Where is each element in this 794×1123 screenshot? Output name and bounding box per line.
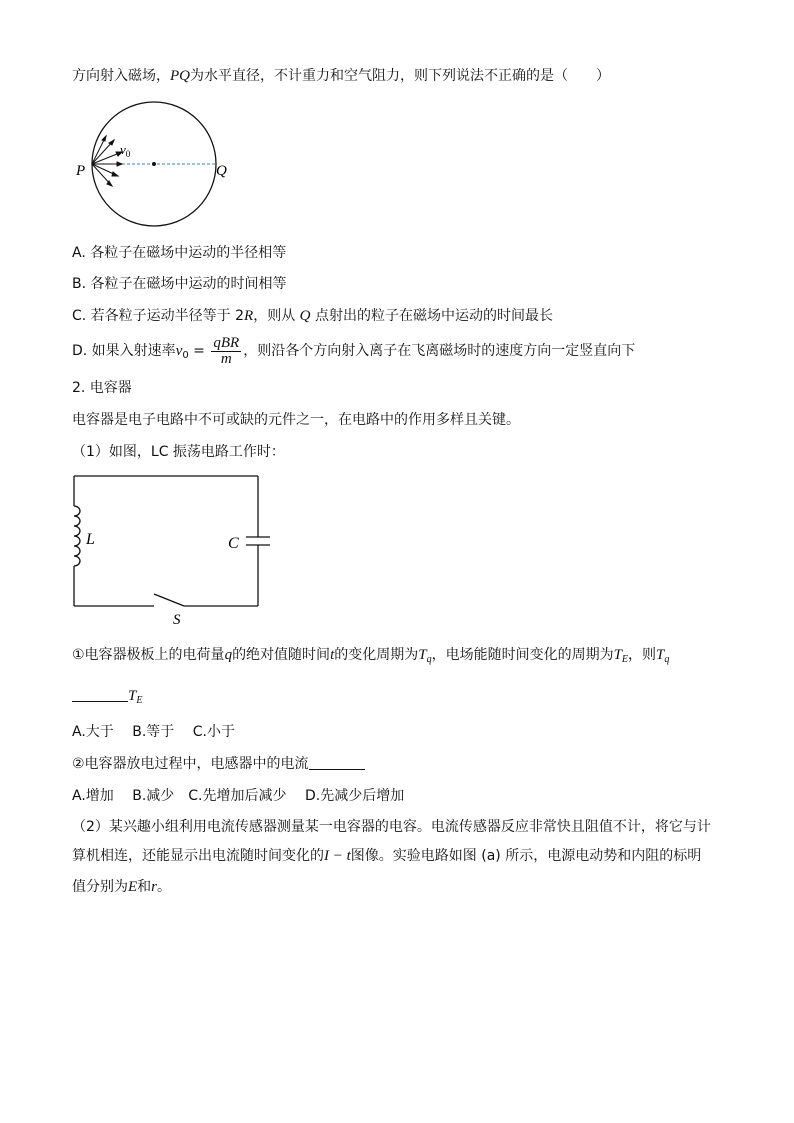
option-c: C. 若各粒子运动半径等于 2R，则从 Q 点射出的粒子在磁场中运动的时间最长 [72, 308, 553, 324]
answer-blank-2[interactable] [309, 755, 365, 770]
inductor-coil [74, 506, 80, 566]
intro-line [72, 66, 610, 86]
option-d: D. 如果入射速率$v_0$ = $\frac{\text{qBR}}{m}$ ，则沿各个方向射入离子在飞离磁场时的速度方向一定竖直向下 [72, 334, 636, 367]
center-dot [152, 162, 156, 166]
label-s: S [173, 612, 181, 628]
label-l: L [86, 531, 95, 548]
label-p: P [76, 163, 86, 179]
label-v0: $v_0$ [120, 142, 131, 159]
option-b: B. 各粒子在磁场中运动的时间相等 [72, 276, 287, 292]
magnetic-field-figure [70, 100, 250, 235]
label-c: C [228, 535, 239, 552]
pq-symbol: PQ [170, 68, 190, 84]
q1-part1-line1: ①电容器极板上的电荷量q的绝对值随时间t的变化周期为$T_q$，电场能随时间变化的周期为$T_E$，则$T_q$ [72, 647, 670, 665]
lc-circuit-figure [60, 468, 290, 628]
option-a: A. 各粒子在磁场中运动的半径相等 [72, 245, 287, 261]
q1-part1-options: A.大于 B.等于 C.小于 [72, 724, 235, 740]
question-1: （1）如图，LC 振荡电路工作时： [72, 444, 285, 460]
section-2-title: 2. 电容器 [72, 380, 132, 396]
q2-line1: （2）某兴趣小组利用电流传感器测量某一电容器的电容。电流传感器反应非常快且阻值不计，将它与计 [72, 819, 711, 835]
q1-part2-options: A.增加 B.减少 C.先增加后减少 D.先减少后增加 [72, 788, 405, 804]
intro-text: 方向射入磁场， [72, 68, 170, 84]
q2-line2: 算机相连，还能显示出电流随时间变化的I − t图像。实验电路如图 (a) 所示，电源电动势和内阻的标明 [72, 848, 702, 864]
answer-blank-1[interactable] [72, 687, 128, 702]
fraction: $\frac{\text{qBR}}{m}$ [213, 334, 240, 367]
intro-text-rest: 为水平直径，不计重力和空气阻力，则下列说法不正确的是（ ） [190, 68, 610, 84]
label-q: Q [216, 163, 227, 179]
velocity-arrows [92, 136, 122, 186]
q1-part2: ②电容器放电过程中，电感器中的电流 [72, 754, 365, 774]
section-2-intro: 电容器是电子电路中不可或缺的元件之一，在电路中的作用多样且关键。 [72, 412, 520, 428]
q1-part1-line2: $T_E$ [72, 686, 142, 711]
q2-line3: 值分别为E和r。 [72, 879, 172, 895]
